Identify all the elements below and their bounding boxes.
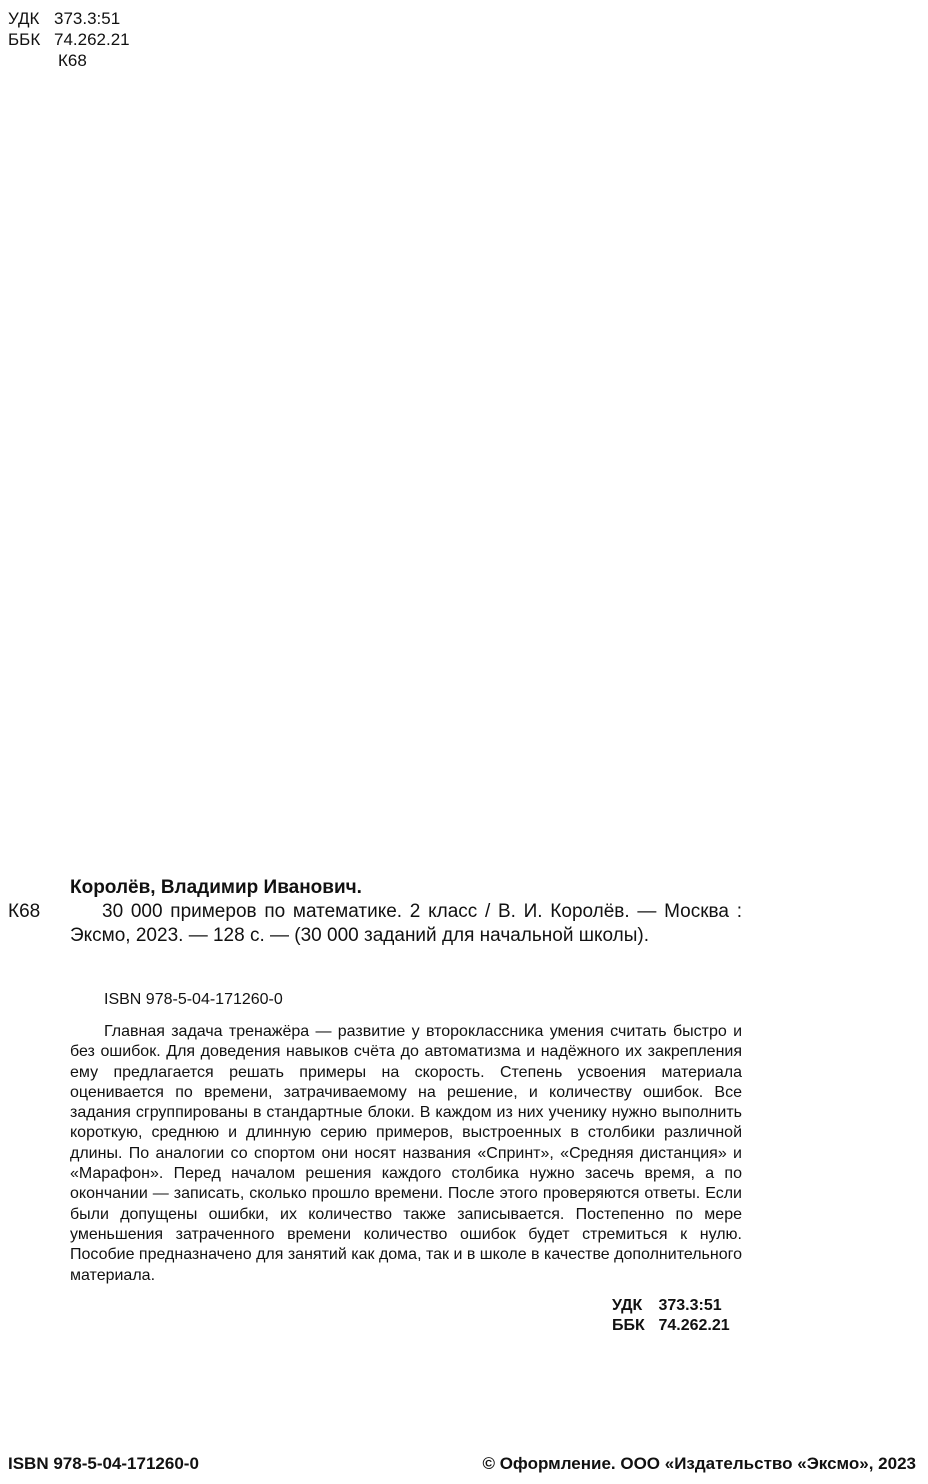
top-udk-row <box>8 8 130 29</box>
top-classification-codes <box>8 8 130 71</box>
bottom-bbk-row <box>612 1316 730 1336</box>
footer-isbn: ISBN 978-5-04-171260-0 <box>8 1454 199 1473</box>
bottom-udk-row <box>612 1296 730 1316</box>
title-text: 30 000 примеров по математике. 2 класс / В. И. Королёв. — Москва : Эксмо, 2023. — 128 с. — (30 000 заданий для начальной школы). <box>70 901 742 946</box>
bbk-value: 74.262.21 <box>54 30 130 49</box>
bbk-label: ББК <box>8 30 41 49</box>
annotation-text: Главная задача тренажёра — развитие у второклассника умения считать быстро и без ошибок. Для доведения навыков счёта до автоматизма и надёжного их закрепления ему предлагается решать примеры на скорость. Степень усвоения материала оценивается по времени, затрачиваемому на решение, и количеству ошибок. Все задания сгруппированы в стандартные блоки. В каждом из них ученику нужно выполнить короткую, среднюю и длинную серию примеров, выстроенных в столбики различной длины. По аналогии со спортом они носят названия «Спринт», «Средняя дистанция» и «Марафон». Перед началом решения каждого столбика нужно засечь время, а по окончании — записать, сколько прошло времени. После этого проверяются ответы. Если были допущены ошибки, их количество также записывается. Постепенно по мере уменьшения затраченного времени количество ошибок будет стремиться к нулю. Пособие предназначено для занятий как дома, так и в школе в качестве дополнительного материала. <box>70 1023 742 1284</box>
udk-label: УДК <box>8 9 40 28</box>
entry-isbn: ISBN 978-5-04-171260-0 <box>104 991 283 1008</box>
entry-author-sign: К68 <box>8 901 41 922</box>
author-sign: К68 <box>58 51 87 70</box>
bottom-bbk-value: 74.262.21 <box>658 1317 730 1334</box>
top-bbk-row <box>8 29 130 50</box>
author-heading: Королёв, Владимир Иванович. <box>70 877 362 898</box>
bottom-bbk-label: ББК <box>612 1317 645 1334</box>
catalog-entry <box>8 876 742 948</box>
top-author-sign-row <box>8 50 130 71</box>
title-description <box>8 900 742 948</box>
bottom-classification-codes <box>612 1296 730 1336</box>
bottom-udk-label: УДК <box>612 1297 643 1314</box>
bottom-udk-value: 373.3:51 <box>658 1297 722 1314</box>
footer-copyright: © Оформление. ООО «Издательство «Эксмо», 2023 <box>482 1454 916 1473</box>
udk-value: 373.3:51 <box>54 9 121 28</box>
